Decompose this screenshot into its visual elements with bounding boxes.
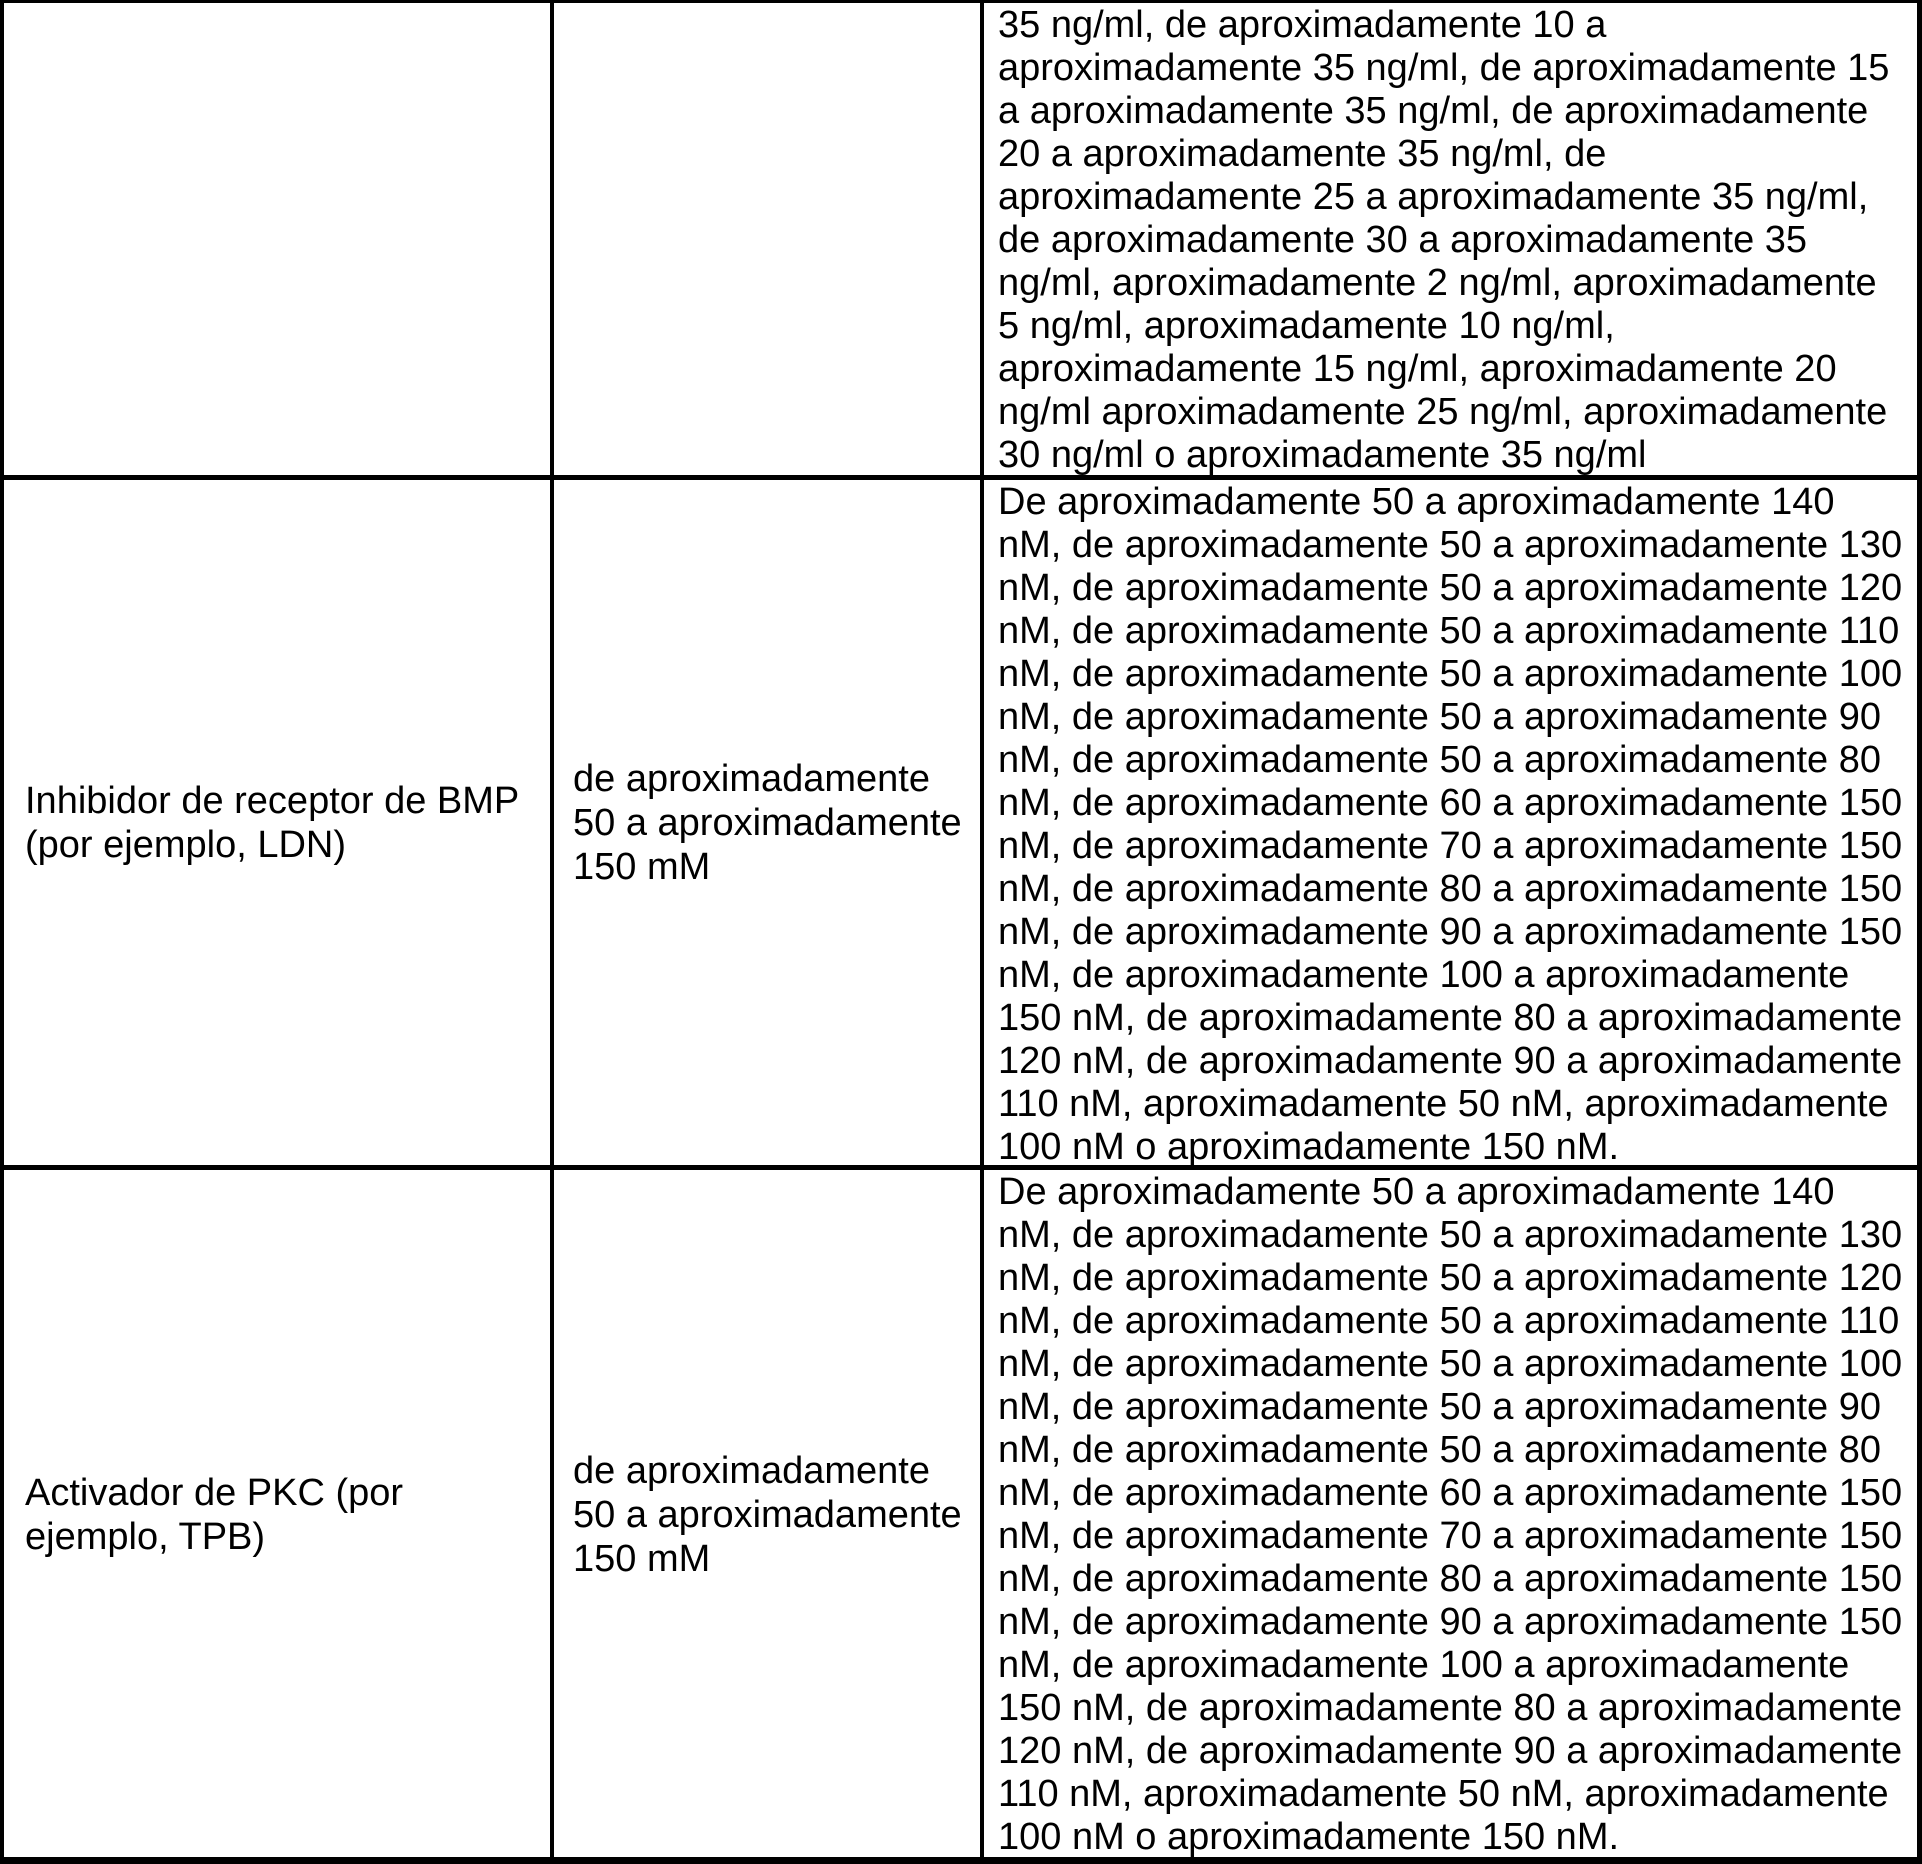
compound-cell <box>4 1170 550 1859</box>
ranges-cell: De aproximadamente 50 a aproximadamente 140 nM, de aproximadamente 50 a aproximadamente 130 nM, de aproximadamente 50 a aproximadamente 120 nM, de aproximadamente 50 a aproximadamente 110 nM, de aproximadamente 50 a aproximadamente 100 nM, de aproximadamente 50 a aproximadamente 90 nM, de aproximadamente 50 a aproximadamente 80 nM, de aproximadamente 60 a aproximadamente 150 nM, de aproximadamente 70 a aproximadamente 150 nM, de aproximadamente 80 a aproximadamente 150 nM, de aproximadamente 90 a aproximadamente 150 nM, de aproximadamente 100 a aproximadamente 150 nM, de aproximadamente 80 a aproximadamente 120 nM, de aproximadamente 90 a aproximadamente 110 nM, aproximadamente 50 nM, aproximadamente 100 nM o aproximadamente 150 nM. <box>980 480 1917 1170</box>
compound-cell <box>4 3 550 480</box>
ranges-cell: 35 ng/ml, de aproximadamente 10 a aproximadamente 35 ng/ml, de aproximadamente 15 a aproximadamente 35 ng/ml, de aproximadamente 20 a aproximadamente 35 ng/ml, de aproximadamente 25 a aproximadamente 35 ng/ml, de aproximadamente 30 a aproximadamente 35 ng/ml, aproximadamente 2 ng/ml, aproximadamente 5 ng/ml, aproximadamente 10 ng/ml, aproximadamente 15 ng/ml, aproximadamente 20 ng/ml aproximadamente 25 ng/ml, aproximadamente 30 ng/ml o aproximadamente 35 ng/ml <box>980 3 1917 480</box>
compound-text: Inhibidor de receptor de BMP (por ejemplo, LDN) <box>25 779 520 866</box>
concentration-cell <box>550 3 980 480</box>
compound-text: Activador de PKC (por ejemplo, TPB) <box>25 1471 404 1558</box>
concentration-cell <box>550 480 980 1170</box>
concentration-text: de aproximadamente 50 a aproximadamente 150 mM <box>573 757 962 888</box>
concentration-text: de aproximadamente 50 a aproximadamente 150 mM <box>573 1449 962 1580</box>
ranges-cell: De aproximadamente 50 a aproximadamente 140 nM, de aproximadamente 50 a aproximadamente 130 nM, de aproximadamente 50 a aproximadamente 120 nM, de aproximadamente 50 a aproximadamente 110 nM, de aproximadamente 50 a aproximadamente 100 nM, de aproximadamente 50 a aproximadamente 90 nM, de aproximadamente 50 a aproximadamente 80 nM, de aproximadamente 60 a aproximadamente 150 nM, de aproximadamente 70 a aproximadamente 150 nM, de aproximadamente 80 a aproximadamente 150 nM, de aproximadamente 90 a aproximadamente 150 nM, de aproximadamente 100 a aproximadamente 150 nM, de aproximadamente 80 a aproximadamente 120 nM, de aproximadamente 90 a aproximadamente 110 nM, aproximadamente 50 nM, aproximadamente 100 nM o aproximadamente 150 nM. <box>980 1170 1917 1859</box>
compound-cell <box>4 480 550 1170</box>
concentration-cell <box>550 1170 980 1859</box>
